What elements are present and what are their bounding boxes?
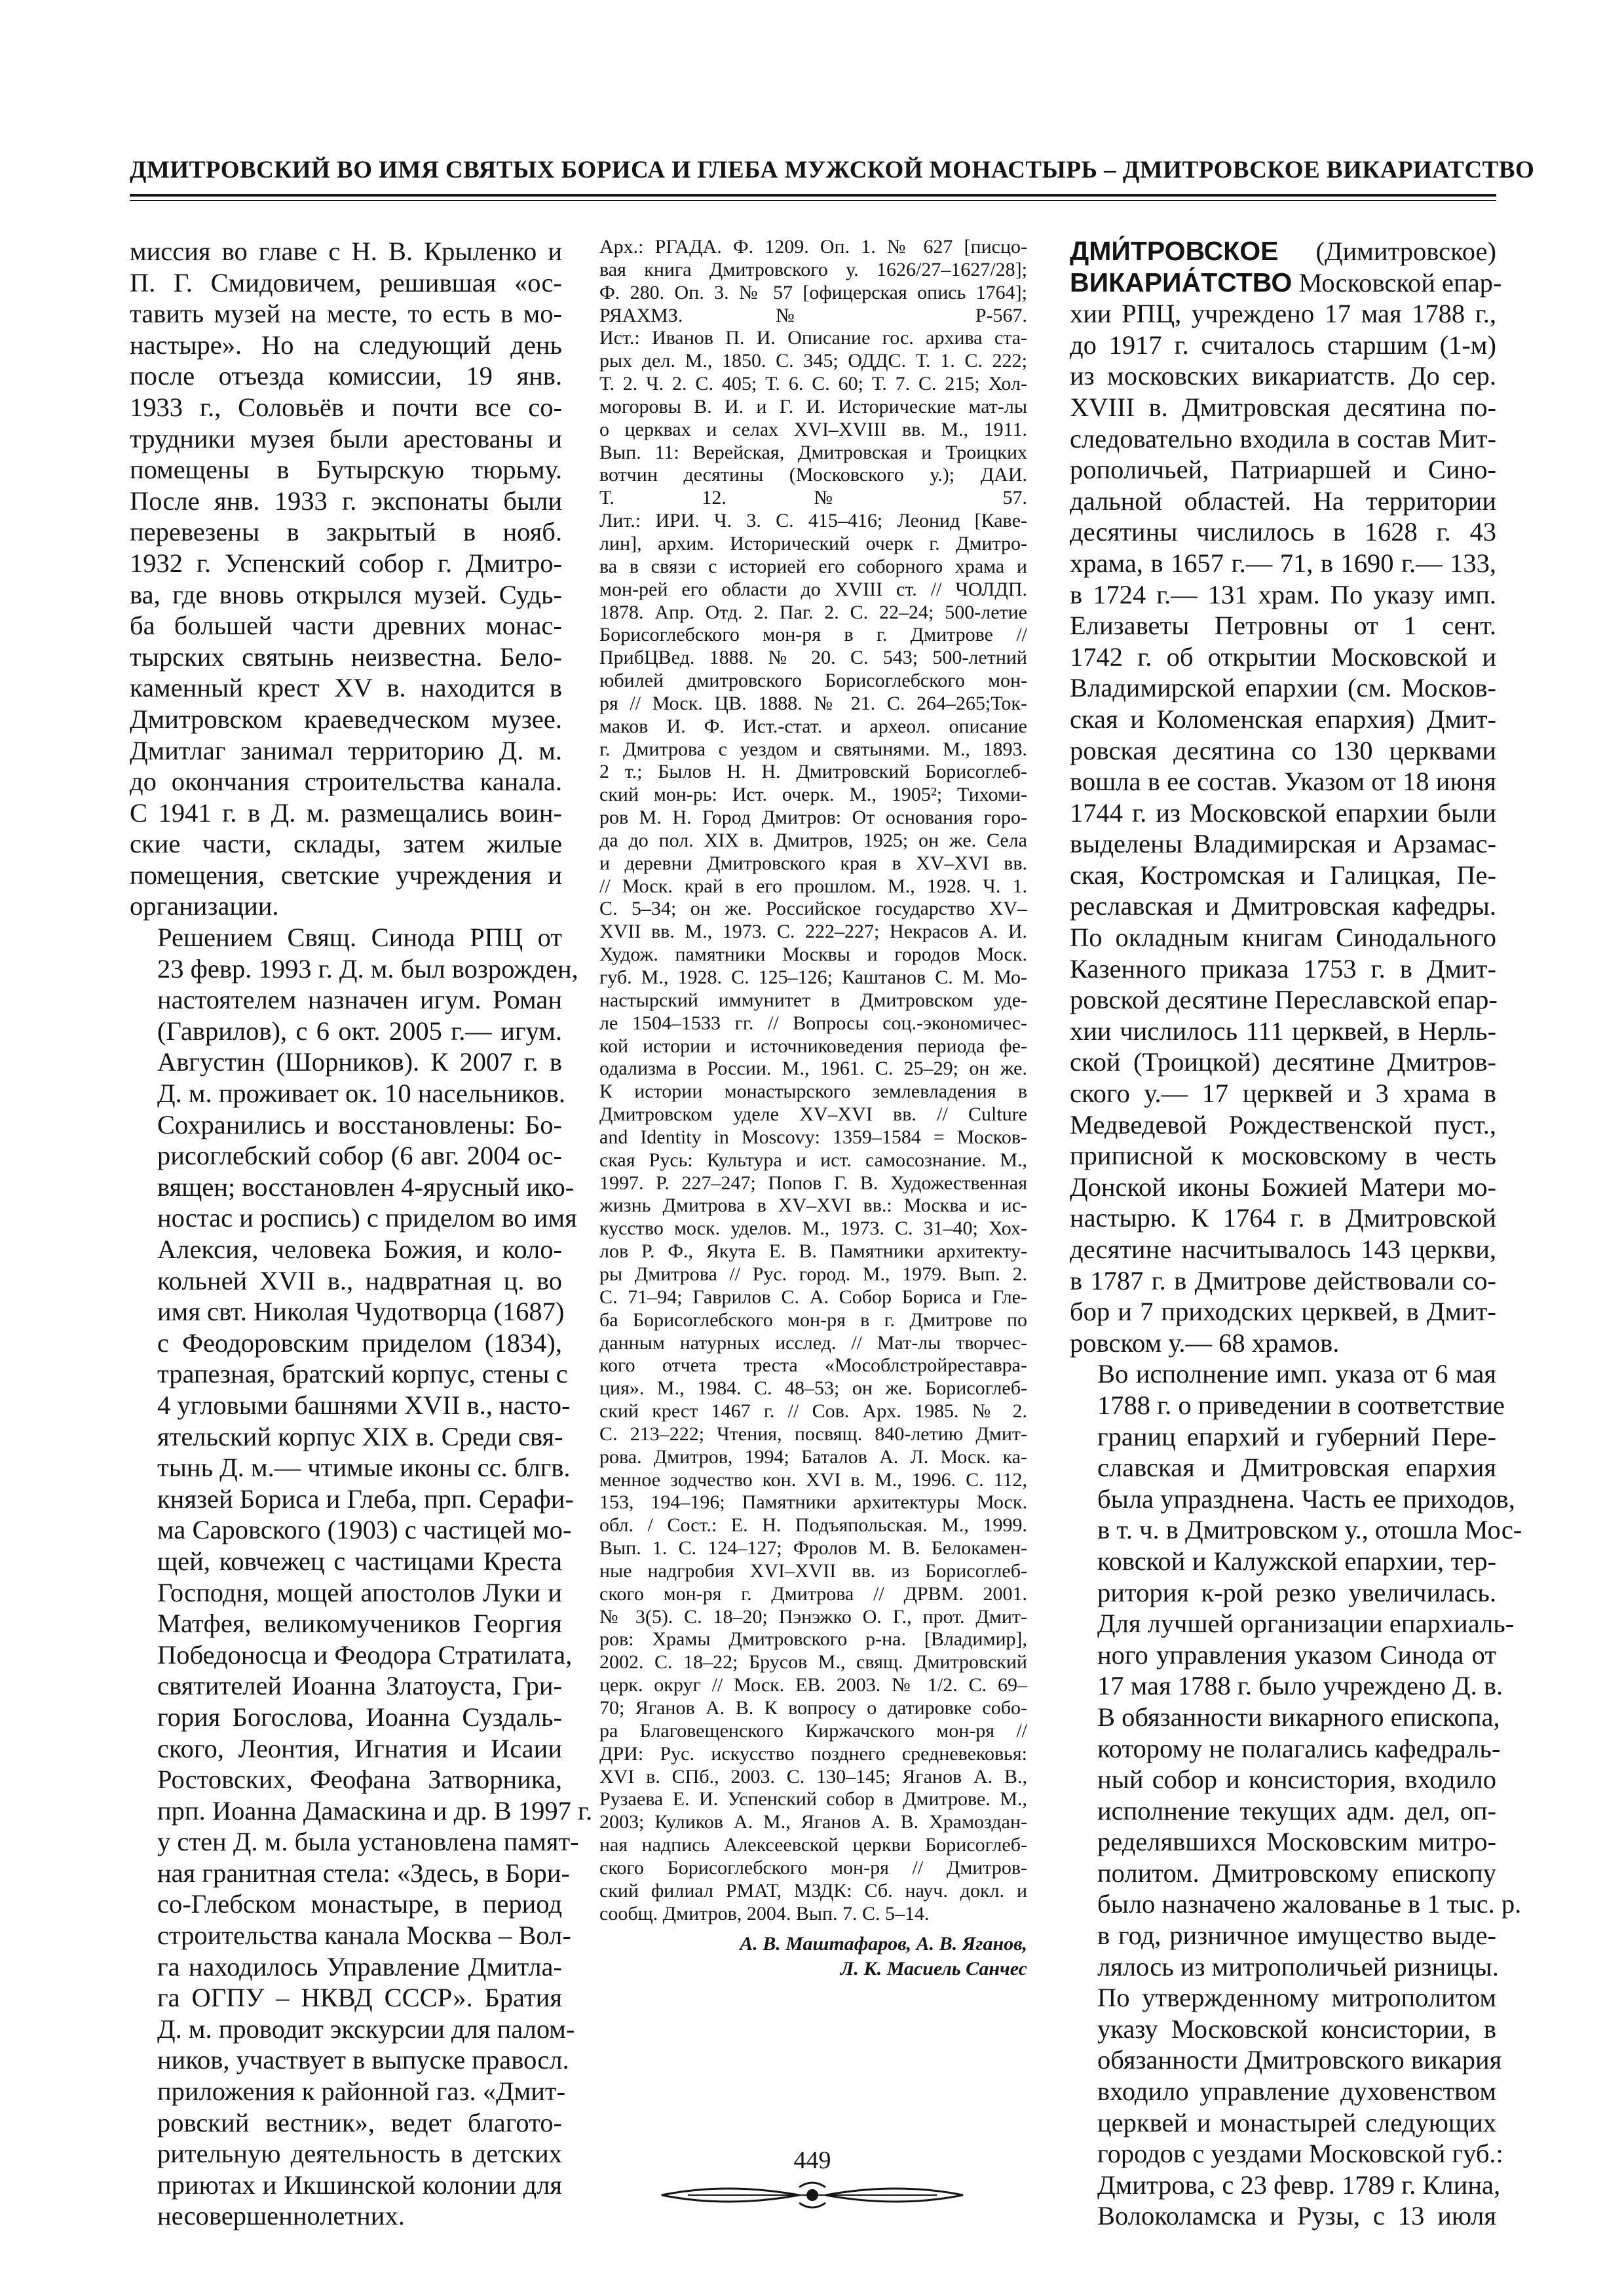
text-line: настырю. К 1764 г. в Дмитровской [1070, 1203, 1496, 1233]
text-line: святителей Иоанна Златоуста, Гри- [157, 1671, 562, 1701]
text-line: ного управления указом Синода от [1097, 1639, 1496, 1670]
column-2-bibliography [599, 236, 1027, 1981]
text-line: ределявшихся Московским митро- [1097, 1827, 1496, 1857]
text-line: помещены в Бутырскую тюрьму. [130, 455, 562, 485]
text-line: границ епархий и губерний Пере- [1097, 1421, 1496, 1451]
headword-line-1 [1070, 236, 1496, 267]
text-line: кусство моск. уделов. М., 1973. С. 31–40; Хох- [599, 1217, 1027, 1240]
text-line: 17 мая 1788 г. было учреждено Д. в. [1097, 1671, 1503, 1701]
text-line: 1788 г. о приведении в соответствие [1097, 1390, 1505, 1420]
text-line: ба Борисоглебского мон-ря в г. Дмитрове по [599, 1309, 1027, 1331]
text-line: Дмитрова, с 23 февр. 1789 г. Клина, [1097, 2170, 1501, 2200]
text-line: юбилей дмитровского Борисоглебского мон- [599, 670, 1027, 692]
text-line: ского Борисоглебского мон-ря // Дмитров- [599, 1856, 1027, 1879]
text-line: После янв. 1933 г. экспонаты были [130, 486, 562, 516]
text-line: По окладным книгам Синодального [1070, 923, 1496, 953]
text-line: Ростовских, Феофана Затворника, [157, 1765, 562, 1795]
text-line: Решением Свящ. Синода РПЦ от [157, 923, 562, 953]
text-line: одализма в России. М., 1961. С. 25–29; он же. [599, 1058, 1027, 1080]
text-line: По утвержденному митрополитом [1097, 1983, 1496, 2013]
text-line: ская Русь: Культура и ист. самосознание. М., [599, 1149, 1027, 1171]
text-line: ДРИ: Рус. искусство позднего средневековья: [599, 1742, 1027, 1765]
text-line: 1933 г., Соловьёв и почти все со- [130, 392, 562, 422]
author-signature [599, 1932, 1027, 1981]
text-line: С 1941 г. в Д. м. размещались воин- [130, 797, 562, 828]
text-line: жизнь Дмитрова в XV–XVI вв.: Москва и ис- [599, 1195, 1027, 1217]
text-line: да до пол. XIX в. Дмитров, 1925; он же. Села [599, 829, 1027, 851]
text-line: ской (Троицкой) десятине Дмитров- [1070, 1047, 1496, 1077]
text-line: ва, где вновь открылся музей. Судь- [130, 579, 562, 609]
text-line: ры Дмитрова // Рус. город. М., 1979. Вып. 2. [599, 1263, 1027, 1285]
text-line: Сохранились и восстановлены: Бо- [157, 1109, 562, 1139]
text-line: губ. М., 1928. С. 125–126; Каштанов С. М. Мо- [599, 966, 1027, 988]
text-line: 2002. С. 18–22; Брусов М., свящ. Дмитровский [599, 1651, 1027, 1674]
text-line: в год, ризничное имущество выде- [1097, 1921, 1496, 1951]
text-line: and Identity in Moscovy: 1359–1584 = Москов- [599, 1126, 1027, 1148]
text-line: Дмитровском уделе XV–XVI вв. // Culture [599, 1103, 1027, 1126]
text-line: Господня, мощей апостолов Луки и [157, 1577, 562, 1607]
text-line: организации. [130, 891, 279, 921]
text-line: указу Московской консистории, в [1097, 2014, 1496, 2044]
text-line: XVII вв. М., 1973. С. 222–227; Некрасов А. И. [599, 921, 1027, 943]
text-line: 1997. P. 227–247; Попов Г. В. Художественная [599, 1172, 1027, 1194]
text-line: вая книга Дмитровского у. 1626/27–1627/28]; [599, 258, 1027, 280]
text-line: Дмитровском краеведческом музее. [130, 704, 562, 734]
text-line: Во исполнение имп. указа от 6 мая [1097, 1359, 1496, 1389]
text-line: ровской десятине Переславской епар- [1070, 985, 1498, 1015]
text-line: РЯАХМЗ. № Р-567. [599, 304, 1027, 326]
text-line: перевезены в закрытый в нояб. [130, 517, 562, 547]
text-line: менное зодчество кон. XVI в. М., 1996. С. 112, [599, 1468, 1027, 1491]
text-line: тавить музей на месте, то есть в мо- [130, 299, 562, 329]
text-line: Елизаветы Петровны от 1 сент. [1070, 611, 1496, 641]
text-line: ников, участвует в выпуске правосл. [157, 2045, 569, 2075]
paragraph-abolition [1070, 1358, 1522, 2232]
text-line: до окончания строительства канала. [130, 767, 562, 797]
text-line: было назначено жалованье в 1 тыс. р. [1097, 1889, 1522, 1919]
text-line: бор и 7 приходских церквей, в Дмит- [1070, 1297, 1496, 1327]
text-line: Волоколамска и Рузы, с 13 июля [1097, 2201, 1496, 2231]
text-line: 4 угловыми башнями XVII в., насто- [157, 1390, 571, 1420]
headword-part-2: ВИКАРИА́ТСТВО [1070, 267, 1293, 297]
text-line: Вып. 1. С. 124–127; Фролов М. В. Белокамен- [599, 1537, 1027, 1559]
text-line: Медведевой Рождественской пуст., [1070, 1109, 1496, 1139]
text-line: 153, 194–196; Памятники архитектуры Моск. [599, 1491, 1027, 1514]
paragraph-revival [130, 922, 593, 2232]
text-line: у стен Д. м. была установлена памят- [157, 1827, 579, 1857]
headword-variant: (Димитровское) [1278, 237, 1496, 266]
text-line: каменный крест XV в. находится в [130, 673, 562, 703]
text-line: и деревни Дмитровского края в XV–XVI вв. [599, 852, 1027, 874]
text-line: в 1724 г.— 131 храм. По указу имп. [1070, 579, 1496, 609]
headword-line-2-text: Московской епар- [1292, 267, 1502, 297]
text-line: городов с уездами Московской губ.: [1097, 2139, 1503, 2169]
text-line: лов Р. Ф., Якута Е. В. Памятники архитекту- [599, 1240, 1027, 1263]
text-line: ров: Храмы Дмитровского р-на. [Владимир], [599, 1628, 1027, 1651]
text-line: тынь Д. м.— чтимые иконы сс. блгв. [157, 1453, 571, 1483]
text-line: политом. Дмитровскому епископу [1097, 1858, 1496, 1888]
text-line: лин], архим. Исторический очерк г. Дмитро- [599, 532, 1027, 554]
text-line: ская и Коломенская епархия) Дмит- [1070, 704, 1496, 734]
text-line: XVI в. СПб., 2003. С. 130–145; Яганов А. В., [599, 1765, 1027, 1788]
text-line: ная надпись Алексеевской церкви Борисоглеб- [599, 1834, 1027, 1856]
text-line: 23 февр. 1993 г. Д. м. был возрожден, [157, 953, 578, 984]
text-line: В обязанности викарного епископа, [1097, 1702, 1500, 1732]
text-line: до 1917 г. считалось старшим (1-м) [1070, 330, 1496, 360]
text-line: ва в связи с историей его соборного храма и [599, 555, 1027, 577]
text-line: рополичьей, Патриаршей и Сино- [1070, 455, 1496, 485]
text-line: ба большей части древних монас- [130, 611, 562, 641]
text-line: кольней XVII в., надвратная ц. во [157, 1265, 562, 1295]
text-line: 2003; Куликов А. М., Яганов А. В. Храмоздан- [599, 1811, 1027, 1833]
text-line: строительства канала Москва – Вол- [157, 1921, 571, 1951]
text-line: славская и Дмитровская епархия [1097, 1453, 1496, 1483]
text-line: с Феодоровским приделом (1834), [157, 1328, 562, 1358]
text-line: // Моск. край в его прошлом. М., 1928. Ч. 1. [599, 875, 1027, 897]
text-line: Победоносца и Феодора Стратилата, [157, 1639, 573, 1670]
text-line: вотчин десятины (Московского у.); ДАИ. [599, 464, 1027, 486]
text-line: га находилось Управление Дмитла- [157, 1951, 562, 1981]
text-line: о церквах и селах XVI–XVIII вв. М., 1911. [599, 418, 1027, 440]
text-line: 70; Яганов А. В. К вопросу о датировке собо- [599, 1697, 1027, 1719]
text-line: рых дел. М., 1850. С. 345; ОДДС. Т. 1. С. 222; [599, 350, 1027, 372]
text-line: ра Благовещенского Киржачского мон-ря // [599, 1719, 1027, 1742]
column-3 [1070, 236, 1522, 2232]
text-line: Алексия, человека Божия, и коло- [157, 1234, 562, 1264]
column-1 [130, 236, 593, 2232]
text-line: Т. 12. № 57. [599, 487, 1027, 509]
text-line: Т. 2. Ч. 2. С. 405; Т. 6. С. 60; Т. 7. С. 215; Хол- [599, 373, 1027, 395]
author-signature-line-2: Л. К. Масиель Санчес [840, 1958, 1027, 1980]
text-line: выделены Владимирская и Арзамас- [1070, 829, 1496, 859]
text-line: ская, Костромская и Галицкая, Пе- [1070, 860, 1496, 890]
text-line: князей Бориса и Глеба, прп. Серафи- [157, 1483, 574, 1514]
text-line: приписной к московскому в честь [1070, 1141, 1496, 1171]
text-line: ПрибЦВед. 1888. № 20. С. 543; 500-летний [599, 647, 1027, 669]
text-line: XVIII в. Дмитровская десятина по- [1070, 392, 1496, 422]
text-line: Матфея, великомучеников Георгия [157, 1609, 562, 1639]
text-line: ский мон-рь: Ист. очерк. М., 1905²; Тихоми- [599, 784, 1027, 806]
text-line: настоятелем назначен игум. Роман [157, 985, 562, 1015]
text-line: миссия во главе с Н. В. Крыленко и [130, 237, 562, 266]
text-line: настыре». Но на следующий день [130, 330, 562, 360]
text-line: ря // Моск. ЦВ. 1888. № 21. С. 264–265;Ток- [599, 692, 1027, 714]
text-line: 1742 г. об открытии Московской и [1070, 641, 1496, 672]
text-line: Донской иконы Божией Матери мо- [1070, 1172, 1496, 1202]
text-line: рова. Дмитров, 1994; Баталов А. Л. Моск. ка- [599, 1445, 1027, 1468]
text-line: рисоглебский собор (6 авг. 2004 ос- [157, 1141, 562, 1171]
text-line: Для лучшей организации епархиаль- [1097, 1609, 1515, 1639]
text-line: Борисоглебского мон-ря в г. Дмитрове // [599, 624, 1027, 646]
text-line: 1878. Апр. Отд. 2. Паг. 2. С. 22–24; 500-летие [599, 601, 1027, 623]
text-line: 1932 г. Успенский собор г. Дмитро- [130, 548, 562, 578]
text-line: Лит.: ИРИ. Ч. 3. С. 415–416; Леонид [Кавe- [599, 510, 1027, 532]
page-number: 449 [793, 2147, 831, 2174]
text-line: настырский иммунитет в Дмитровском уде- [599, 989, 1027, 1011]
text-line: Рузаева Е. И. Успенский собор в Дмитрове. М., [599, 1788, 1027, 1810]
text-line: исполнение текущих адм. дел, оп- [1097, 1795, 1496, 1826]
text-line: Ф. 280. Оп. 3. № 57 [офицерская опись 1764]; [599, 281, 1027, 303]
text-line: хии числилось 111 церквей, в Нерль- [1070, 1016, 1496, 1046]
text-line: Д. м. проживает ок. 10 насельников. [157, 1079, 565, 1109]
text-line: С. 5–34; он же. Российское государство XV– [599, 898, 1027, 920]
text-line: со-Глебском монастыре, в период [157, 1889, 562, 1919]
ornament-flourish [649, 2175, 976, 2215]
text-line: ная гранитная стела: «Здесь, в Бори- [157, 1858, 570, 1888]
text-line: хии РПЦ, учреждено 17 мая 1788 г., [1070, 299, 1496, 329]
text-line: трудники музея были арестованы и [130, 423, 562, 453]
text-line: обл. / Сост.: Е. Н. Подъяпольская. М., 1999. [599, 1514, 1027, 1537]
text-line: данным натурных исслед. // Мат-лы творчес- [599, 1331, 1027, 1354]
text-line: № 3(5). С. 18–20; Пэнэжко О. Г., прот. Дмит- [599, 1605, 1027, 1628]
text-line: церк. округ // Моск. ЕВ. 2003. № 1/2. С. 69– [599, 1674, 1027, 1696]
text-line: ковской и Калужской епархии, тер- [1097, 1546, 1496, 1576]
text-line: Владимирской епархии (см. Москов- [1070, 673, 1496, 703]
text-line: Ист.: Иванов П. И. Описание гос. архива ста- [599, 327, 1027, 349]
text-line: реславская и Дмитровская кафедры. [1070, 891, 1496, 921]
text-line: Вып. 11: Верейская, Дмитровская и Троицких [599, 441, 1027, 463]
article-dmitrov-vicariate [1070, 236, 1502, 1358]
text-line: была упразднена. Часть ее приходов, [1097, 1483, 1515, 1514]
text-line: дальной областей. На территории [1070, 486, 1496, 516]
text-line: приложения к районной газ. «Дмит- [157, 2076, 566, 2107]
text-line: ле 1504–1533 гг. // Вопросы соц.-экономичес- [599, 1012, 1027, 1034]
text-line: помещения, светские учреждения и [130, 860, 562, 890]
text-line: ские части, склады, затем жилые [130, 829, 562, 859]
text-line: ский крест 1467 г. // Сов. Арх. 1985. № 2. [599, 1400, 1027, 1423]
text-line: после отъезда комиссии, 19 янв. [130, 361, 562, 391]
text-line: мон-рей его области до XVIII ст. // ЧОЛДП. [599, 578, 1027, 600]
text-line: ский филиал РМАТ, МЗДК: Сб. науч. докл. и [599, 1879, 1027, 1902]
text-line: ностас и роспись) с приделом во имя [157, 1203, 577, 1233]
text-line: десятине насчитывалось 143 церкви, [1070, 1234, 1496, 1264]
text-line: имя свт. Николая Чудотворца (1687) [157, 1297, 565, 1327]
text-line: обязанности Дмитровского викария [1097, 2045, 1502, 2075]
text-line: приютах и Икшинской колонии для [157, 2170, 562, 2200]
text-line: следовательно входила в состав Мит- [1070, 423, 1496, 453]
running-header: ДМИТРОВСКИЙ ВО ИМЯ СВЯТЫХ БОРИСА И ГЛЕБА МУЖСКОЙ МОНАСТЫРЬ – ДМИТРОВСКОЕ ВИКАРИАТСТВО [130, 157, 1535, 183]
text-line: десятины числилось в 1628 г. 43 [1070, 517, 1496, 547]
text-line: кой истории и источниковедения периода фе- [599, 1035, 1027, 1057]
text-line: К истории монастырского землевладения в [599, 1081, 1027, 1103]
text-line: ского, Леонтия, Игнатия и Исаии [157, 1733, 562, 1763]
text-line: в 1787 г. в Дмитрове действовали со- [1070, 1265, 1496, 1295]
text-line: Худож. памятники Москвы и городов Моск. [599, 944, 1027, 966]
text-line: из московских викариатств. До сер. [1070, 361, 1496, 391]
text-line: церквей и монастырей следующих [1097, 2107, 1496, 2137]
author-signature-line-1: А. В. Маштафаров, А. В. Яганов, [740, 1933, 1027, 1955]
text-line: несовершеннолетних. [157, 2201, 405, 2231]
text-line: ные надгробия XVI–XVII вв. из Борисоглеб- [599, 1559, 1027, 1582]
text-line: ров М. Н. Город Дмитров: От основания горо- [599, 807, 1027, 829]
text-line: ный собор и консистория, входило [1097, 1765, 1496, 1795]
text-line: Арх.: РГАДА. Ф. 1209. Оп. 1. № 627 [писцо- [599, 236, 1027, 258]
text-line: прп. Иоанна Дамаскина и др. В 1997 г. [157, 1795, 593, 1826]
text-line: ровская десятина со 130 церквами [1070, 735, 1496, 765]
text-line: г. Дмитрова с уездом и святынями. М., 1893. [599, 738, 1027, 760]
text-line: ровский вестник», ведет благото- [157, 2107, 562, 2137]
text-line: трапезная, братский корпус, стены с [157, 1359, 568, 1389]
text-line: могоровы В. И. и Г. И. Исторические мат-лы [599, 395, 1027, 417]
paragraph-museum [130, 236, 562, 922]
text-line: кого отчета треста «Мособлстройреставра- [599, 1354, 1027, 1377]
text-line: щей, ковчежец с частицами Креста [157, 1546, 562, 1576]
text-line: ского мон-ря г. Дмитрова // ДРВМ. 2001. [599, 1582, 1027, 1605]
text-line: храма, в 1657 г.— 71, в 1690 г.— 133, [1070, 548, 1496, 578]
header-rule [130, 194, 1496, 203]
text-line: 2 т.; Былов Н. Н. Дмитровский Борисоглеб- [599, 761, 1027, 783]
bibliography [599, 236, 1027, 1925]
text-line: тырских святынь неизвестна. Бело- [130, 641, 562, 672]
headword: ДМИ́ТРОВСКОЕ [1070, 236, 1279, 266]
headword-line-2 [1070, 267, 1502, 299]
text-line: ритория к-рой резко увеличилась. [1097, 1577, 1496, 1607]
text-line: лялось из митрополичьей ризницы. [1097, 1951, 1499, 1981]
text-line: С. 213–222; Чтения, посвящ. 840-летию Дмит- [599, 1423, 1027, 1445]
text-line: С. 71–94; Гаврилов С. А. Собор Бориса и Гле- [599, 1286, 1027, 1308]
text-line: ятельский корпус XIX в. Среди свя- [157, 1421, 563, 1451]
text-line: сообщ. Дмитров, 2004. Вып. 7. С. 5–14. [599, 1902, 930, 1924]
text-line: рительную деятельность в детских [157, 2139, 562, 2169]
text-line: Дмитлаг занимал территорию Д. м. [130, 735, 562, 765]
text-line: ровском у.— 68 храмов. [1070, 1328, 1340, 1358]
text-line: Д. м. проводит экскурсии для палом- [157, 2014, 575, 2044]
text-line: Августин (Шорников). К 2007 г. в [157, 1047, 562, 1077]
text-line: (Гаврилов), с 6 окт. 2005 г.— игум. [157, 1016, 562, 1046]
text-line: га ОГПУ – НКВД СССР». Братия [157, 1983, 562, 2013]
text-line: гория Богослова, Иоанна Суздаль- [157, 1702, 562, 1732]
text-line: ского у.— 17 церквей и 3 храма в [1070, 1079, 1496, 1109]
text-line: ция». М., 1984. С. 48–53; он же. Борисоглеб- [599, 1377, 1027, 1400]
text-line: в т. ч. в Дмитровском у., отошла Мос- [1097, 1515, 1522, 1545]
text-line: вошла в ее состав. Указом от 18 июня [1070, 767, 1496, 797]
text-line: которому не полагались кафедраль- [1097, 1733, 1501, 1763]
text-line: 1744 г. из Московской епархии были [1070, 797, 1496, 828]
text-line: вящен; восстановлен 4-ярусный ико- [157, 1172, 575, 1202]
text-line: входило управление духовенством [1097, 2076, 1496, 2107]
text-line: П. Г. Смидовичем, решившая «ос- [130, 267, 562, 297]
text-line: Казенного приказа 1753 г. в Дмит- [1070, 953, 1496, 984]
text-line: ма Саровского (1903) с частицей мо- [157, 1515, 572, 1545]
text-line: маков И. Ф. Ист.-стат. и археол. описание [599, 715, 1027, 737]
